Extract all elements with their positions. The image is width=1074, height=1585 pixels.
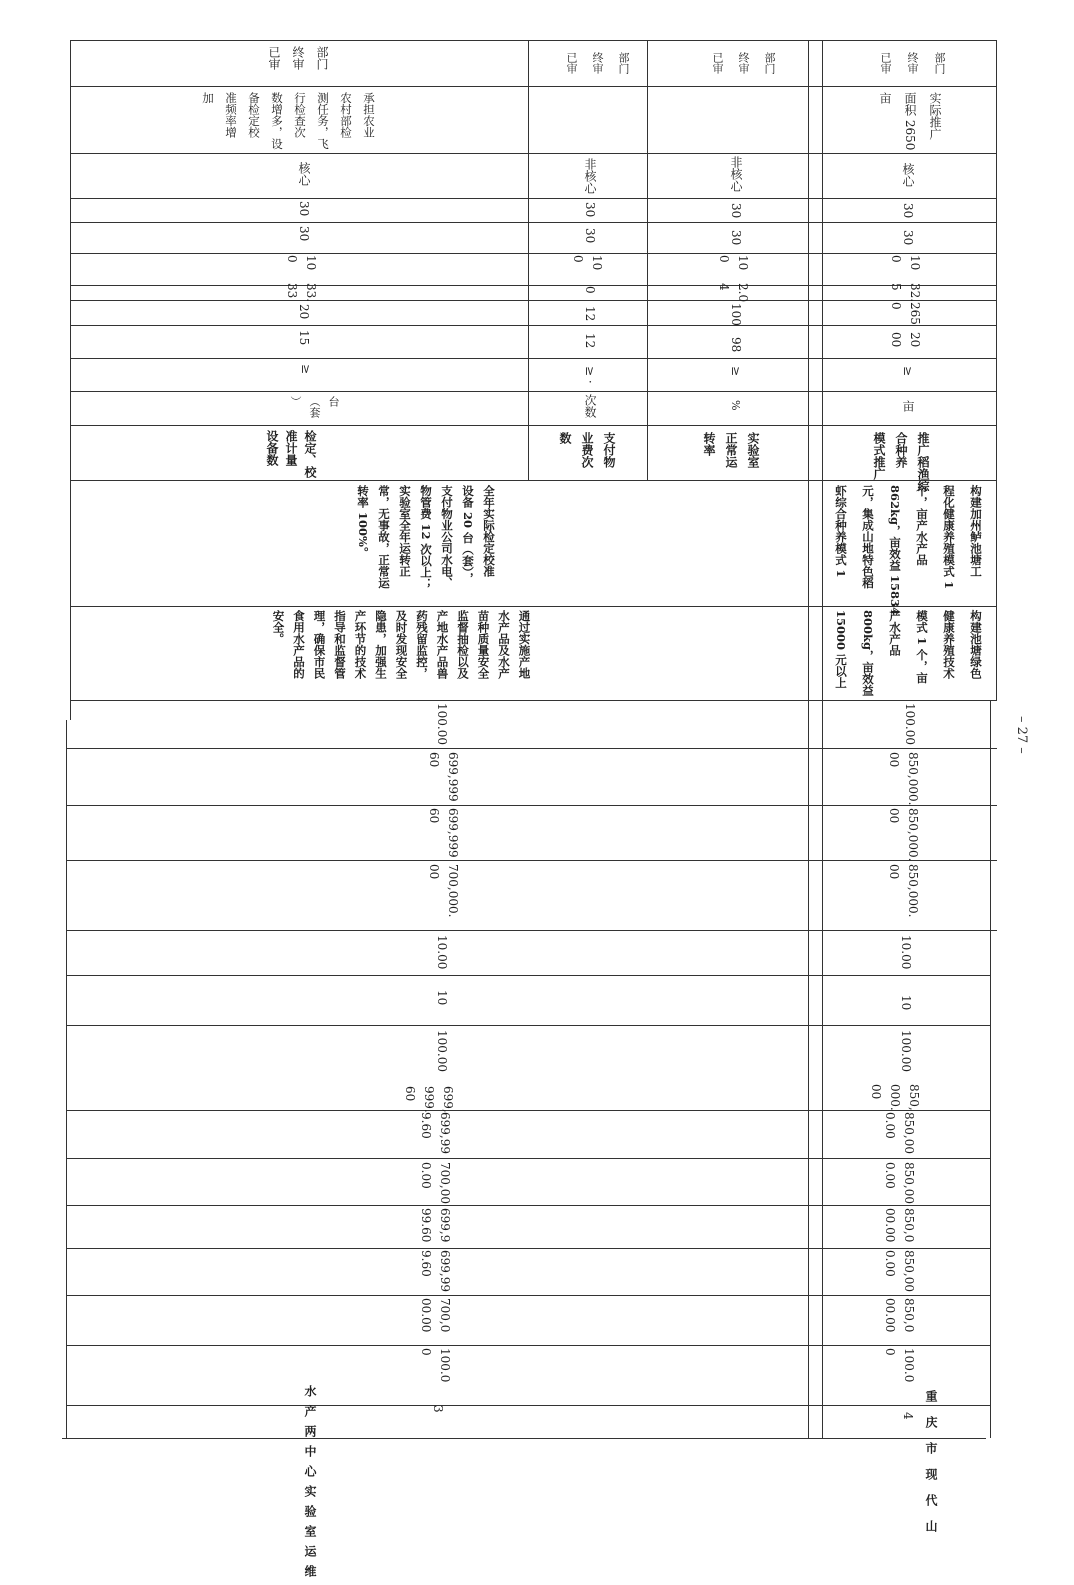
row-3-indicator-2-w2: 30: [583, 228, 597, 244]
row-3-col-1: 100.0 0: [419, 1348, 452, 1383]
row-4-col-11: 850,000. 00: [887, 864, 920, 918]
row-3-col-12: 699,999 60: [427, 808, 460, 858]
row-3-indicator-2-audit: 部门 终审 已审: [565, 52, 630, 74]
row-3-col-14: 100.00: [435, 703, 449, 745]
row-3-indicator-3-audit: 部门 终审 已审: [711, 52, 776, 74]
row-3-indicator-1-unit: 台 （套 ）: [289, 396, 340, 418]
row-3-col-9: 10: [435, 990, 449, 1006]
row-3-indicator-2-weight: 0: [583, 286, 597, 294]
row-4-col-7: 850, 000. 00: [869, 1084, 921, 1111]
row-3-indicator-3-score: 10 0: [717, 255, 750, 271]
row-3-indicator-2-actual: 12: [583, 306, 597, 322]
row-3-col-13: 699,999 60: [427, 752, 460, 802]
row-3-actual-result: 全年实际检定校准 设备 20 台（套）， 支付物业公司水电、 物管费 12 次以上； 实验室全年运转正 常，无事故，正常运 转率 100%。: [356, 485, 496, 590]
row-4-indicator-score: 10 0: [889, 255, 922, 271]
row-3-indicator-3-w2: 30: [729, 230, 743, 246]
row-3-indicator-3-s2: 30: [729, 203, 743, 219]
row-3-indicator-3-op: ≥: [729, 366, 743, 377]
row-4-indicator-audit: 部门 终审 已审: [879, 52, 946, 74]
row-3-col-7: 699, 999. 60: [403, 1086, 455, 1113]
row-3-col-11: 700,000. 00: [427, 864, 460, 918]
row-4-col-4: 850,0 00.00: [883, 1208, 916, 1243]
row-4-indicator-core: 核心: [901, 163, 915, 187]
row-4-col-6: 850,00 0.00: [883, 1112, 916, 1154]
row-3-indicator-3-weight: 2.0 4: [717, 283, 750, 303]
row-4-col-1: 100.0 0: [883, 1348, 916, 1383]
row-3-indicator-3-actual: 100: [729, 303, 743, 326]
row-4-indicator-name: 推广稻渔综 合种养 模式推广: [872, 432, 930, 492]
row-3-indicator-1-audit: 部门 终审 已审: [267, 46, 329, 70]
row-3-indicator-1-score: 10 0: [285, 255, 318, 271]
row-3-col-2: 700,0 00.00: [419, 1298, 452, 1333]
row-3-col-4: 699,9 99.60: [419, 1208, 452, 1243]
row-4-indicator-op: ≥: [901, 366, 915, 377]
row-4-indicator-s2: 30: [901, 203, 915, 219]
row-4-col-13: 850,000. 00: [887, 752, 920, 806]
row-3-project-name: 水产两中心实验室运维: [303, 1385, 317, 1585]
row-3-indicator-1-s2: 30: [297, 201, 311, 217]
row-3-col-10: 10.00: [435, 935, 449, 970]
row-3-index: 3: [431, 1405, 445, 1413]
row-4-col-2: 850,0 00.00: [883, 1298, 916, 1333]
row-4-indicator-w2: 30: [901, 230, 915, 246]
row-3-indicator-2-unit: 次数: [583, 394, 597, 418]
row-3-indicator-3-core: 非核心: [729, 156, 743, 192]
row-3-col-6: 699,99 9.60: [419, 1112, 452, 1154]
row-3-indicator-3-name: 实验室 正常运 转率: [702, 432, 760, 468]
row-4-col-9: 10: [899, 995, 913, 1011]
row-4-index: 4: [901, 1412, 915, 1420]
row-4-actual-result: 构建加州鲈池塘工 程化健康养殖模式 1 个，亩产水产品 862kg，亩效益 15834 元，集成山地特色稻 虾综合种养模式 1: [834, 485, 983, 616]
row-3-indicator-1-actual: 20: [297, 304, 311, 320]
row-4-indicator-reason: 实际推广 面积 2650 亩: [878, 92, 942, 151]
row-4-project-name: 重庆市现代山: [924, 1390, 938, 1546]
row-3-indicator-1-reason: 承担农业 农村部检 测任务，飞 行检查次 数增多，设 备检定校 准频率增 加: [201, 92, 376, 150]
row-3-indicator-1-core: 核心: [297, 162, 311, 186]
page-number: – 27 –: [1014, 716, 1029, 754]
row-3-indicator-3-unit: %: [729, 400, 742, 411]
row-3-annual-goal: 通过实施产地 水产品及水产 苗种质量安全 监督抽检以及 产地水产品兽 药残留监控， 及时发现安全 隐患，加强生 产环节的技术 指导和监督管 理，确保市民 食用水产品的 安全。: [271, 610, 532, 679]
row-4-indicator-unit: 亩: [901, 400, 915, 412]
row-3-indicator-3-target: 98: [729, 337, 743, 353]
row-3-indicator-2-score: 10 0: [571, 255, 604, 271]
row-4-indicator-weight: 32. 5: [889, 283, 922, 303]
row-3-col-8: 100.00: [435, 1030, 449, 1072]
row-4-col-10: 10.00: [899, 935, 913, 970]
row-4-col-12: 850,000. 00: [887, 808, 920, 862]
row-3-indicator-1-weight: 33. 33: [285, 283, 318, 303]
row-4-indicator-actual: 265 0: [889, 302, 922, 325]
row-3-indicator-1-op: ≥: [299, 364, 313, 375]
row-3-indicator-2-name: 支付物 业费次 数: [558, 432, 616, 468]
row-3-col-5: 700,00 0.00: [419, 1162, 452, 1204]
row-3-indicator-1-target: 15: [297, 330, 311, 346]
row-4-annual-goal: 构建池塘绿色 健康养殖技术 模式 1 个，亩 产水产品 800kg，亩效益 15000 元以上: [834, 610, 983, 697]
row-4-col-5: 850,00 0.00: [883, 1162, 916, 1204]
row-3-indicator-2-op: ≥ ·: [583, 366, 597, 384]
row-3-col-3: 699,99 9.60: [419, 1250, 452, 1292]
row-4-col-3: 850,00 0.00: [883, 1250, 916, 1292]
row-4-indicator-target: 20 00: [889, 332, 922, 348]
row-3-indicator-2-core: 非核心: [583, 158, 597, 194]
row-3-indicator-2-target: 12: [583, 333, 597, 349]
row-3-indicator-1-w2: 30: [297, 226, 311, 242]
row-3-indicator-1-name: 检定、校 准计量 设备数: [265, 430, 317, 478]
row-4-col-8: 100.00: [899, 1030, 913, 1072]
row-3-indicator-2-s2: 30: [583, 202, 597, 218]
row-4-col-14: 100.00: [903, 703, 917, 745]
